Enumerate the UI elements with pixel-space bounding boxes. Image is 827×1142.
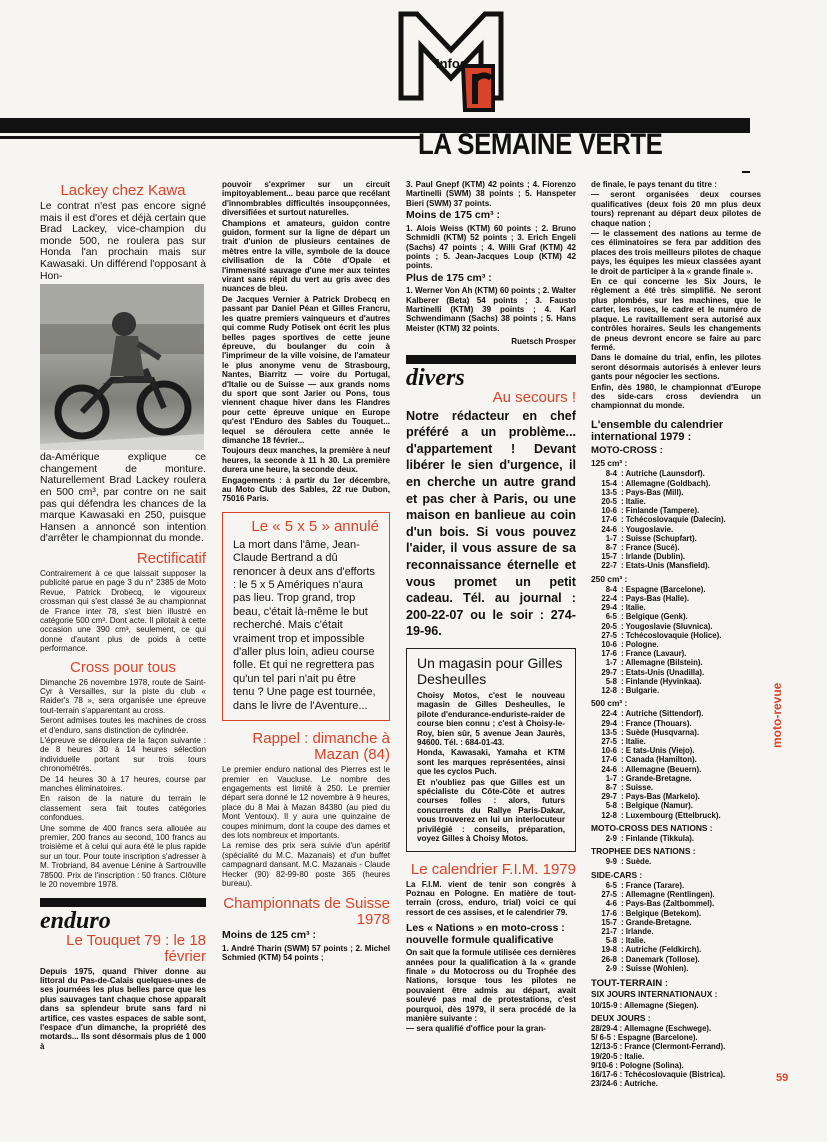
calendar-event: : Irlande. [621, 926, 654, 936]
calendar-event: : Belgique (Namur). [621, 801, 693, 811]
nations-text-2: — sera qualifié d'office pour la gran- [406, 1024, 546, 1034]
deux-jours-row: 9/10-6 : Pologne (Solina). [591, 1060, 684, 1070]
calendar-row [591, 677, 761, 686]
calendar-date: 5-8 [605, 936, 617, 946]
calendar-event: : Italie. [621, 936, 646, 946]
calendar-event: : France (Lavaur). [621, 649, 687, 659]
calendar-event: : Tchécoslovaquie (Dalecin). [621, 515, 726, 525]
calendar-row [591, 719, 761, 728]
calendar-row [591, 561, 761, 570]
rappel-title: Rappel : dimanche à Mazan (84) [252, 730, 390, 764]
deux-jours-row: 5/ 6-5 : Espagne (Barcelone). [591, 1033, 698, 1043]
calendar-groups [591, 459, 761, 973]
enduro-bar [40, 898, 206, 907]
calendar-row [591, 479, 761, 488]
calendar-date: 29-4 [601, 603, 617, 613]
calendar-date: 24-6 [601, 764, 617, 774]
enduro-cont-paragraph-4: Toujours deux manches, la première à neuf heures, la seconde à 11 h 30. La première durera une heure, la seconde deux. [222, 446, 390, 475]
calendar-date: 27-5 [601, 737, 617, 747]
calendar-event: : Autriche (Launsdorf). [621, 469, 705, 479]
calendar-date: 29-7 [601, 667, 617, 677]
calendar-date: 22-4 [601, 594, 617, 603]
calendar-date: 27-5 [601, 630, 617, 640]
calendar-date: 21-7 [601, 926, 617, 936]
calendar-group-head: MOTO-CROSS DES NATIONS : [591, 822, 713, 833]
calendar-event: : Italie. [621, 603, 646, 613]
calendar-row [591, 612, 761, 621]
cross-paragraph-3: L'épreuve se déroulera de la façon suivante : de 8 heures 30 à 14 heures sélection individuelle portant sur trois tours chronométrés. [40, 736, 206, 774]
calendar-row [591, 955, 761, 964]
calendar-date: 17-6 [601, 908, 617, 918]
calendar-row [591, 857, 761, 866]
column-4 [591, 180, 761, 1135]
calendar-row [591, 515, 761, 524]
calendar-row [591, 668, 761, 677]
calendar-row [591, 746, 761, 755]
calendar-row [591, 640, 761, 649]
column-3 [406, 180, 576, 1135]
calendar-row [591, 801, 761, 810]
calendar-date: 26-8 [601, 954, 617, 964]
calendar-row [591, 774, 761, 783]
calendar-date: 10-6 [601, 746, 617, 756]
calendar-row [591, 649, 761, 658]
calendar-row [591, 783, 761, 792]
calendar-date: 8-4 [605, 469, 617, 479]
rappel-paragraph-2: La remise des prix sera suivie d'un apéritif (spécialité du M.C. Mazanais) et d'un buffet campagnard dansant. M.C. Mazanais - Claude Hecker (90) 82-99-80 poste 365 (heures bureau). [222, 841, 390, 888]
calendar-row [591, 945, 761, 954]
calendar-row [591, 603, 761, 612]
enduro-rubric: enduro [40, 907, 111, 934]
box-magasin [406, 648, 576, 852]
calendar-event: : Belgique (Genk). [621, 612, 688, 622]
calendar-date: 17-6 [601, 649, 617, 659]
calendar-date: 6-5 [605, 880, 617, 890]
calendar-row [591, 543, 761, 552]
divers-title: Au secours ! [492, 388, 576, 406]
calendar-date: 29-7 [601, 792, 617, 802]
suisse-results-top: 3. Paul Gnepf (KTM) 42 points ; 4. Fiorenzo Martinelli (SWM) 38 points ; 5. Hanspeter Bieri (SWM) 37 points. [406, 180, 576, 208]
box-5x5-title: Le « 5 x 5 » annulé [251, 517, 379, 535]
calendar-date: 15-7 [601, 552, 617, 562]
fim-title: Le calendrier F.I.M. 1979 [410, 860, 576, 878]
calendar-date: 13-5 [601, 487, 617, 497]
enduro-cont-paragraph-5: Engagements : à partir du 1er décembre, au Moto Club des Sables, 22 rue Dubon, 75016 Paris. [222, 475, 390, 504]
calendar-date: 6-5 [605, 612, 617, 622]
nations-cont-1: de finale, le pays tenant du titre : [591, 180, 717, 189]
calendar-event: : Pays-Bas (Mill). [621, 487, 684, 497]
calendar-date: 19-8 [601, 945, 617, 955]
calendar-date: 8-4 [605, 584, 617, 594]
nations-cont-6: Enfin, dès 1980, le championnat d'Europe des side-cars cross deviendra un championnat du monde. [591, 382, 761, 411]
six-jours-row: 10/15-9 : Allemagne (Siegen). [591, 1000, 699, 1010]
calendar-group-head: SIDE-CARS : [591, 869, 643, 880]
calendar-date: 22-7 [601, 561, 617, 571]
calendar-date: 17-6 [601, 515, 617, 525]
box-5x5-text: La mort dans l'âme, Jean-Claude Bertrand a dû renoncer à deux ans d'efforts : le 5 x 5 Amériques n'aura pas lieu. Trop grand, trop beau, c'était là-même le but recherché. Mais c'était vraiment trop et impossible d'aller plus loin, adieu course folle. Et qui ne regrettera pas qu'un tel pari n'ait pu être tenu ? Une page est tournée, dans le livre de l'Aventure... [233, 538, 376, 712]
calendar-row [591, 594, 761, 603]
magasin-title: Un magasin pour Gilles Desheulles [417, 655, 563, 687]
results-175-less: 1. Alois Weiss (KTM) 60 points ; 2. Bruno Schmidli (KTM) 52 points ; 3. Erich Engeli (Sachs) 47 points ; 4. Willi Graf (KTM) 42 points ; 5. Jean-Jacques Loup (KTM) 42 points. [406, 223, 576, 271]
cross-paragraph-6: Une somme de 400 francs sera allouée au premier, 200 francs au second, 100 francs au troisième et à celui qui aura été le plus rapide sur un tour. Pour toute inscription s'adresser à M. Trobriand, 84 avenue Lénine à Sartrouville 78500. Prix de l'inscription : 50 francs. Clôture le 20 novembre 1978. [40, 823, 206, 890]
header-infos-label: Infos [436, 56, 468, 71]
calendar-row [591, 936, 761, 945]
magasin-paragraph-3: Et n'oubliez pas que Gilles est un spécialiste du Côte-Côte et autres courses folles : alors, futurs concurrents du Rallye Paris-Dakar, vous trouverez en lui un interlocuteur privilégié : conseils, préparation, voyez Gilles à Choisy Motos. [417, 777, 565, 844]
calendar-event: : Autriche (Feldkirch). [621, 945, 702, 955]
box-5x5 [222, 512, 390, 721]
calendar-event: : Suisse. [621, 783, 654, 793]
calendar-group-head: 125 cm³ : [591, 458, 628, 469]
calendar-event: : Finlande (Tikkula). [621, 834, 695, 844]
lackey-title: Lackey chez Kawa [60, 183, 186, 199]
calendar-row [591, 709, 761, 718]
calendar-date: 8-7 [605, 783, 617, 793]
calendar-row [591, 811, 761, 820]
calendar-date: 5-8 [605, 801, 617, 811]
calendar-date: 1-7 [605, 658, 617, 668]
calendar-row [591, 534, 761, 543]
header-rule-thin [0, 136, 420, 139]
rappel-paragraph-1: Le premier enduro national des Pierres est le premier en Vaucluse. Le nombre des engagements est limité à 250. Le premier départ sera donné le 12 novembre à 9 heures, place du 8 Mai à Mazan 84380 (au pied du Mont Ventoux). Il y aura une quinzaine de coupes minimum, dont la coupe des dames et des lots nombreux et importants. [222, 765, 390, 840]
calendar-event: : Espagne (Barcelone). [621, 584, 706, 594]
calendar-row [591, 918, 761, 927]
calendar-event: : Finlande (Tampere). [621, 506, 700, 516]
calendar-row [591, 737, 761, 746]
calendar-event: : Italie. [621, 496, 646, 506]
calendar-date: 20-5 [601, 496, 617, 506]
header-rule-right [742, 171, 750, 173]
column-1 [40, 183, 206, 1133]
calendar-row [591, 755, 761, 764]
lackey-text-top: Le contrat n'est pas encore signé mais il est d'ores et déjà certain que Brad Lackey, vice-champion du monde 500, ne roulera pas sur Honda l'an prochain mais sur Kawasaki. Un différend l'opposant à Hon- [40, 201, 206, 282]
calendar-event: : Autriche (Sittendorf). [621, 709, 704, 719]
calendar-row [591, 881, 761, 890]
calendar-event: : Yougoslavie (Sluvnica). [621, 621, 713, 631]
deux-jours-row: 16/17-6 : Tchécoslovaquie (Bistrica). [591, 1069, 726, 1079]
divers-rubric: divers [406, 364, 465, 391]
deux-jours-row: 28/29-4 : Allemagne (Eschwege). [591, 1023, 712, 1033]
calendar-row [591, 506, 761, 515]
calendar-row [591, 728, 761, 737]
calendar-row [591, 834, 761, 843]
lackey-photo [40, 284, 204, 450]
nations-title: Les « Nations » en moto-cross : nouvelle formule qualificative [406, 922, 565, 946]
calendar-event: : France (Tarare). [621, 880, 685, 890]
enduro-text: Depuis 1975, quand l'hiver donne au littoral du Pas-de-Calais quelques-unes de ses journées les plus belles parce que les plus sauvages tant chaque chose apparaît dans sa splendeur brute sans fard ni artifice, ces vastes espaces de sable sont, l'espace d'un dimanche, la propriété des motards... Ils sont désormais plus de 1 000 à [40, 966, 206, 1051]
calendar-event: : France (Sucé). [621, 542, 680, 552]
calendar-row [591, 631, 761, 640]
calendar-event: : Yougoslavie. [621, 524, 674, 534]
calendar-event: : Belgique (Betekom). [621, 908, 702, 918]
divers-bar [406, 355, 576, 364]
calendar-date: 27-5 [601, 890, 617, 900]
calendar-title: L'ensemble du calendrier international 1979 : [591, 418, 724, 444]
enduro-cont-paragraph-3: De Jacques Vernier à Patrick Drobecq en passant par Daniel Péan et Gilles Francru, les quatre premiers vainqueurs et d'autres qui comme Rudy Potisek ont écrit les plus belles pages sportives de cette jeune épreuve, du boulanger du coin à l'imprimeur de la ville voisine, de l'amateur le plus anonyme venu de Strasbourg, Nantes, Biarritz — voire du Portugal, d'Italie ou de Suisse — aux grands noms du sport que sont Jarier ou Pons, tous viennent chaque hiver dans les Flandres pour cette épreuve unique en Europe qu'est l'Enduro des Sables du Touquet... lequel se déroulera cette année le dimanche 18 février... [222, 294, 390, 445]
nations-cont-2: — seront organisées deux courses qualificatives (deux fois 20 mn plus deux tours) reprenant au départ deux pilotes de chaque nation ; [591, 190, 761, 228]
calendar-row [591, 909, 761, 918]
calendar-event: : Tchécoslovaquie (Holice). [621, 630, 722, 640]
deux-jours-head: DEUX JOURS : [591, 1012, 651, 1023]
results-175-more: 1. Werner Von Ah (KTM) 60 points ; 2. Walter Kalberer (Beta) 54 points ; 3. Fausto Martinelli (KTM) 39 points ; 4. Karl Schwendimann (Sachs) 38 points ; 5. Hans Meister (KTM) 32 points. [406, 286, 576, 333]
calendar-group-head: 500 cm³ : [591, 698, 628, 709]
calendar-date: 9-9 [605, 857, 617, 867]
calendar-date: 10-6 [601, 506, 617, 516]
calendar-event: : Allemagne (Rentlingen). [621, 890, 715, 900]
results-credit: Ruetsch Prosper [511, 337, 576, 347]
calendar-group-head: TROPHEE DES NATIONS : [591, 846, 696, 857]
calendar-event: : Etats-Unis (Unadilla). [621, 667, 705, 677]
calendar-date: 2-9 [605, 963, 617, 973]
magasin-paragraph-1: Choisy Motos, c'est le nouveau magasin de Gilles Desheulles, le pilote d'endurance-enduriste-raider de course bien connu ; c'est à Choisy-le-Roy, bien sûr, 5 avenue Jean Jaurès, 94600. Tél. : 684-01-43. [417, 691, 565, 748]
calendar-event: : Irlande (Dublin). [621, 552, 686, 562]
calendar-row [591, 525, 761, 534]
calendar-group-head: 250 cm³ : [591, 573, 628, 584]
calendar-event: : Allemagne (Beuern). [621, 764, 702, 774]
column-2 [222, 180, 390, 1135]
calendar-event: : Grande-Bretagne. [621, 917, 692, 927]
calendar-date: 29-4 [601, 718, 617, 728]
calendar-event: : Suède (Husqvarna). [621, 727, 699, 737]
calendar-event: : Allemagne (Goldbach). [621, 478, 711, 488]
calendar-event: : Pays-Bas (Halle). [621, 594, 690, 603]
suisse-class-label: Moins de 125 cm³ : [222, 929, 316, 942]
calendar-date: 15-4 [601, 478, 617, 488]
cross-paragraph-1: Dimanche 26 novembre 1978, route de Saint-Cyr à Versailles, sur la piste du club « Raider's 78 », sera organisée une épreuve tout-terrain s'apparentant au cross. [40, 677, 206, 715]
nations-cont-5: Dans le domaine du trial, enfin, les pilotes seront désormais autorisés à enlever leurs gants pour négocier les sections. [591, 353, 761, 382]
calendar-date: 5-8 [605, 676, 617, 686]
calendar-event: : Suisse (Wohlen). [621, 963, 689, 973]
calendar-event: : Bulgarie. [621, 686, 660, 696]
calendar-row [591, 686, 761, 695]
calendar-date: 15-7 [601, 917, 617, 927]
deux-jours-row: 23/24-6 : Autriche. [591, 1079, 658, 1089]
rectificatif-text: Contrairement à ce que laissait supposer la publicité parue en page 3 du n° 2385 de Moto Revue, Patrick Drobecq, le vigoureux crossman qui s'est classé 3e au championnat de France inter 78, s'est bien illustré en catégorie 500 cm³. Dont acte. Il pilotait à cette occasion une 390 cm³, seulement, ce qui donne d'autant plus de poids à cette performance. [40, 568, 206, 654]
calendar-event: : Canada (Hamilton). [621, 755, 697, 765]
cross-title: Cross pour tous [70, 658, 176, 676]
calendar-row [591, 792, 761, 801]
calendar-row [591, 927, 761, 936]
calendar-event: : Etats-Unis (Mansfield). [621, 561, 710, 571]
enduro-cont-paragraph-2: Champions et amateurs, guidon contre guidon, forment sur la ligne de départ un trait d'union de plusieurs centaines de mètres entre la ville, symbole de la douce civilisation de la Côte d'Opale et l'immensité sauvage d'une mer aux teintes virant sans répit du vert au gris avec des nuances de bleu. [222, 218, 390, 294]
calendar-event: : Suède. [621, 857, 652, 867]
calendar-row [591, 899, 761, 908]
calendar-date: 1-7 [605, 533, 617, 543]
calendar-event: : Suisse (Schupfart). [621, 533, 697, 543]
calendar-date: 13-5 [601, 727, 617, 737]
six-jours-block [591, 990, 761, 1088]
nations-cont-3: — le classement des nations au terme de ces éliminatoires se fera par addition des places des trois meilleurs pilotes de chaque pays, les équipes les mieux classées ayant le droit de participer à la « grande finale ». [591, 229, 761, 276]
motocross-label: MOTO-CROSS : [591, 444, 663, 456]
calendar-date: 17-6 [601, 755, 617, 765]
calendar-event: : Pays-Bas (Markelo). [621, 792, 700, 802]
magasin-paragraph-2: Honda, Kawasaki, Yamaha et KTM sont les marques représentées, ainsi que les cyclos Puch. [417, 748, 565, 777]
cross-paragraph-4: De 14 heures 30 à 17 heures, course par manches éliminatoires. [40, 774, 206, 794]
nations-text: On sait que la formule utilisée ces dernières années pour la qualification à la « grande finale » du Motocross ou du Trophée des Nations, lorsque tous les pilotes ne pouvaient être admis au départ, avait soulevé pas mal de protestations, c'est pourquoi, dès 1979, il sera procédé de la manière suivante : [406, 948, 576, 1023]
six-jours-head: SIX JOURS INTERNATIONAUX : [591, 989, 718, 1000]
calendar-event: : France (Thouars). [621, 718, 692, 728]
enduro-title: Le Touquet 79 : le 18 février [66, 931, 206, 965]
page-headline: LA SEMAINE VERTE [418, 128, 663, 161]
calendar-row [591, 469, 761, 478]
calendar-event: : Grande-Bretagne. [621, 773, 692, 783]
calendar-event: : Allemagne (Bilstein). [621, 658, 703, 668]
nations-cont-4: En ce qui concerne les Six Jours, le règlement a été très simplifié. Ne seront plus plombés, sur les machines, que le carter, les roues, le cadre et le numéro de plaque. Le ravitaillement sera autorisé aux contrôles horaires. Seuls les changements de pneus devront encore se faire au parc fermé. [591, 277, 761, 352]
calendar-event: : Finlande (Hyvinkaa). [621, 676, 702, 686]
page-number: 59 [776, 1072, 789, 1084]
rectificatif-title: Rectificatif [136, 549, 206, 567]
calendar-row [591, 765, 761, 774]
calendar-date: 1-7 [605, 773, 617, 783]
suisse-text: 1. André Tharin (SWM) 57 points ; 2. Michel Schmied (KTM) 54 points ; [222, 943, 390, 963]
tout-terrain-label: TOUT-TERRAIN : [591, 977, 669, 989]
calendar-row [591, 622, 761, 631]
calendar-date: 4-6 [605, 899, 617, 909]
lackey-text-bottom: da-Amérique explique ce changement de monture. Naturellement Brad Lackey roulera en 500 cm³, par contre on ne sait pas qui défendra les chances de la marque Kawasaki en 250, puisque Hansen a annoncé son intention d'arrêter le championnat du monde. [40, 452, 206, 545]
magazine-name: moto-revue [770, 682, 784, 748]
calendar-date: 2-9 [605, 834, 617, 844]
calendar-row [591, 890, 761, 899]
deux-jours-row: 19/20-5 : Italie. [591, 1051, 645, 1061]
calendar-date: 8-7 [605, 542, 617, 552]
calendar-date: 10-6 [601, 640, 617, 650]
calendar-date: 22-4 [601, 709, 617, 719]
calendar-event: : Pologne. [621, 640, 659, 650]
fim-text: La F.I.M. vient de tenir son congrès à Poznau en Pologne. En matière de tout-terrain (cross, enduro, trial) voici ce qui ressort de ces assises, et le calendrier 79. [406, 879, 576, 917]
calendar-date: 12-8 [601, 686, 617, 696]
calendar-row [591, 964, 761, 973]
deux-jours-row: 12/13-5 : France (Clermont-Ferrand). [591, 1042, 726, 1052]
enduro-cont-paragraph-1: pouvoir s'exprimer sur un circuit impitoyablement... beau parce que recélant d'innombrables difficultés insoupçonnées, diversifiées et surtout naturelles. [222, 180, 390, 218]
class-175-less: Moins de 175 cm³ : [406, 209, 500, 222]
motocross-photo-icon [40, 284, 204, 450]
cross-paragraph-2: Seront admises toutes les machines de cross et d'enduro, sans distinction de cylindrée. [40, 716, 206, 735]
calendar-event: : Pays-Bas (Zaltbommel). [621, 899, 715, 909]
calendar-row [591, 488, 761, 497]
deux-jours-rows [591, 1024, 761, 1088]
calendar-row [591, 658, 761, 667]
calendar-row [591, 552, 761, 561]
class-175-more: Plus de 175 cm³ : [406, 271, 492, 284]
divers-text: Notre rédacteur en chef préféré a un problème... d'appartement ! Devant libérer le sien d'urgence, il en cherche un autre grand et pas cher à Paris, ou une maison en banlieue au coin d'un bois. Si vous pouvez l'aider, il vous assure de sa reconnaissance éternelle et vous promet un petit cadeau. Tél. au journal : 200-22-07 ou le soir : 274-19-96. [406, 408, 576, 639]
calendar-date: 20-5 [601, 621, 617, 631]
calendar-row [591, 585, 761, 594]
calendar-event: : Italie. [621, 737, 646, 747]
calendar-date: 12-8 [601, 810, 617, 820]
calendar-event: : Luxembourg (Ettelbruck). [621, 810, 721, 820]
calendar-event: : Danemark (Tollose). [621, 954, 700, 964]
suisse-title: Championnats de Suisse 1978 [223, 895, 390, 929]
calendar-date: 24-6 [601, 524, 617, 534]
calendar-row [591, 497, 761, 506]
calendar-event: : E tats-Unis (Viejo). [621, 746, 695, 756]
cross-paragraph-5: En raison de la nature du terrain le classement sera fait toutes catégories confondues. [40, 794, 206, 823]
